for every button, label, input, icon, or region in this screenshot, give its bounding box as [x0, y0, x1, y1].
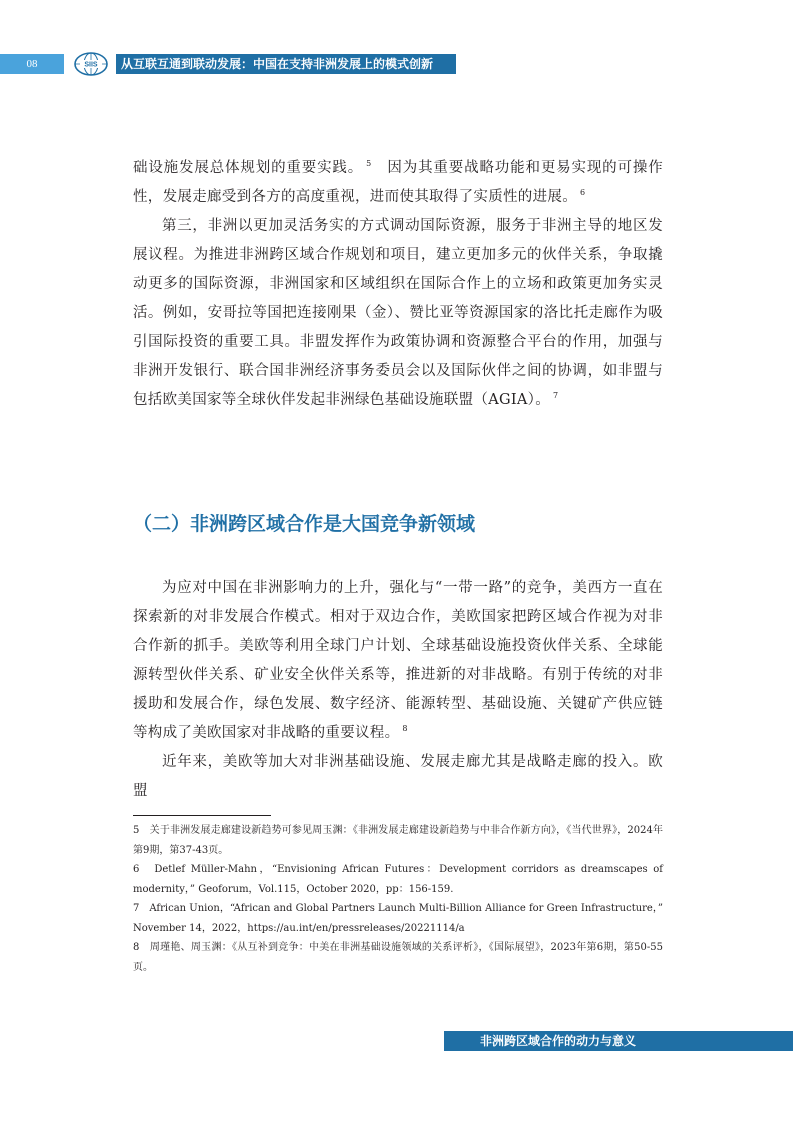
paragraph: 近年来，美欧等加大对非洲基础设施、发展走廊尤其是战略走廊的投入。欧盟: [133, 754, 663, 799]
section-heading: （二）非洲跨区域合作是大国竞争新领域: [133, 513, 476, 535]
footnote-ref: 8: [402, 724, 408, 733]
footnote: 5 关于非洲发展走廊建设新趋势可参见周玉渊：《非洲发展走廊建设新趋势与中非合作新方向》，《当代世界》，2024年第9期，第37-43页。: [133, 825, 663, 856]
footnote: 7 African Union，“African and Global Partners Launch Multi-Billion Alliance for Green Infrastructure，” November 14，2022，https://au.int/en/pressreleases/20221114/a: [133, 903, 663, 934]
section-text-block: [133, 574, 663, 806]
paragraph: 为应对中国在非洲影响力的上升，强化与“一带一路”的竞争，美西方一直在探索新的对非发展合作模式。相对于双边合作，美欧国家把跨区域合作视为对非合作新的抓手。美欧等利用全球门户计划、全球基础设施投资伙伴关系、全球能源转型伙伴关系、矿业安全伙伴关系等，推进新的对非战略。有别于传统的对非援助和发展合作，绿色发展、数字经济、能源转型、基础设施、关键矿产供应链等构成了美欧国家对非战略的重要议程。 $^8$: [133, 580, 663, 741]
siis-logo-icon: [73, 51, 109, 77]
footnote-ref: 5: [366, 159, 372, 168]
logo-text: SIIS: [84, 61, 98, 69]
footnote-divider: [133, 815, 271, 816]
footnote: 6 Detlef Müller-Mahn，“Envisioning African Futures：Development corridors as dreamscapes of modernity，” Geoforum，Vol.115，October 2020，pp：156-159.: [133, 864, 663, 895]
footnote-ref: 7: [553, 391, 559, 400]
top-text-block: [133, 154, 663, 415]
footnote-ref: 6: [580, 188, 586, 197]
running-title: 从互联互通到联动发展：中国在支持非洲发展上的模式创新: [116, 54, 456, 74]
paragraph: 第三，非洲以更加灵活务实的方式调动国际资源，服务于非洲主导的地区发展议程。为推进非洲跨区域合作规划和项目，建立更加多元的伙伴关系，争取撬动更多的国际资源，非洲国家和区域组织在国际合作上的立场和政策更加务实灵活。例如，安哥拉等国把连接刚果（金）、赞比亚等资源国家的洛比托走廊作为吸引国际投资的重要工具。非盟发挥作为政策协调和资源整合平台的作用，加强与非洲开发银行、联合国非洲经济事务委员会以及国际伙伴之间的协调，如非盟与包括欧美国家等全球伙伴发起非洲绿色基础设施联盟（AGIA）。 $^7$: [133, 218, 663, 408]
chapter-footer: 非洲跨区域合作的动力与意义: [444, 1031, 793, 1051]
page-number: 08: [0, 54, 64, 74]
paragraph: 础设施发展总体规划的重要实践。 $^5$ 因为其重要战略功能和更易实现的可操作性，发展走廊受到各方的高度重视，进而使其取得了实质性的进展。 $^6$: [133, 159, 663, 205]
footnotes: [133, 821, 663, 977]
footnote: 8 周瑾艳、周玉渊：《从互补到竞争：中美在非洲基础设施领域的关系评析》，《国际展望》，2023年第6期，第50-55页。: [133, 942, 663, 973]
